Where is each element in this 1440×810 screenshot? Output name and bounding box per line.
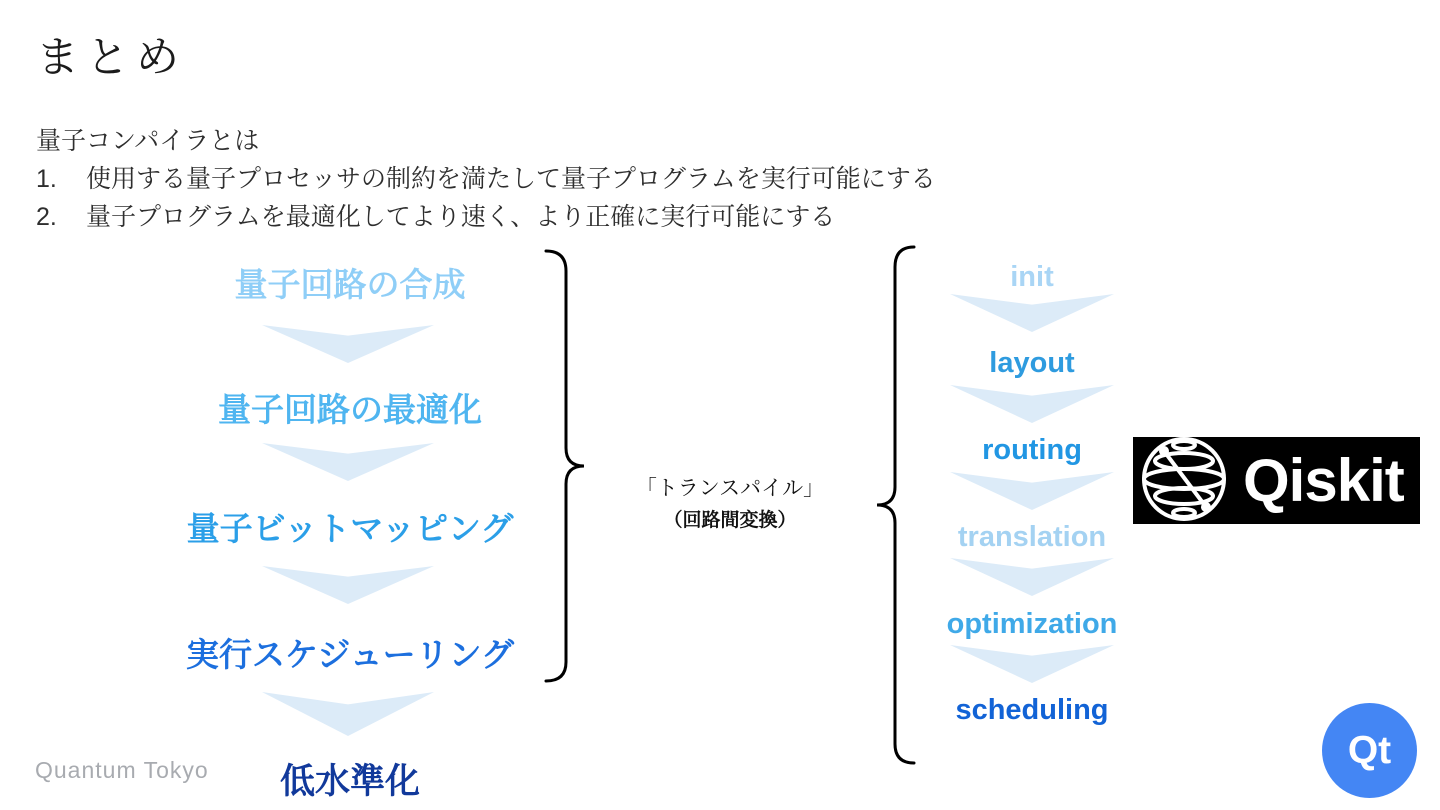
intro-item-2 — [36, 198, 936, 236]
right-flow-step-translation: translation — [957, 521, 1107, 553]
qiskit-globe-icon — [1139, 437, 1229, 524]
transpile-label — [617, 472, 843, 532]
right-flow-step-scheduling: scheduling — [955, 694, 1109, 726]
left-flow-step-lowering: 低水準化 — [279, 762, 420, 801]
down-chevron-icon — [262, 325, 434, 363]
down-chevron-icon — [950, 385, 1114, 423]
intro-block — [36, 122, 936, 236]
intro-item-1-number: 1. — [36, 165, 57, 193]
transpile-label-line1: 「トランスパイル」 — [635, 477, 825, 500]
right-flow-step-routing: routing — [982, 434, 1082, 466]
down-chevron-icon — [262, 692, 434, 736]
right-curly-brace — [872, 244, 922, 766]
down-chevron-icon — [950, 645, 1114, 683]
right-flow-step-layout: layout — [989, 347, 1075, 379]
left-curly-brace — [540, 248, 590, 684]
footer-credit: Quantum Tokyo — [35, 757, 209, 783]
intro-item-2-text: 量子プログラムを最適化してより速く、より正確に実行可能にする — [86, 203, 836, 231]
right-flow-step-init: init — [1010, 261, 1054, 293]
quantum-tokyo-badge-text: Qt — [1347, 728, 1392, 772]
left-flow-step-qubit-mapping: 量子ビットマッピング — [186, 510, 514, 547]
intro-item-1 — [36, 160, 936, 198]
left-flow-step-optimization: 量子回路の最適化 — [218, 391, 482, 428]
down-chevron-icon — [262, 443, 434, 481]
down-chevron-icon — [950, 472, 1114, 510]
intro-heading: 量子コンパイラとは — [36, 127, 260, 155]
down-chevron-icon — [262, 566, 434, 604]
qiskit-logo — [1133, 437, 1420, 524]
intro-item-1-text: 使用する量子プロセッサの制約を満たして量子プログラムを実行可能にする — [86, 165, 936, 193]
qiskit-logo-text: Qiskit — [1243, 447, 1404, 514]
down-chevron-icon — [950, 558, 1114, 596]
quantum-tokyo-badge — [1322, 703, 1417, 798]
down-chevron-icon — [950, 294, 1114, 332]
intro-item-2-number: 2. — [36, 203, 57, 231]
right-flow-step-optimization: optimization — [946, 608, 1118, 640]
left-flow-step-synthesis: 量子回路の合成 — [234, 266, 466, 303]
page-title: まとめ — [36, 34, 186, 82]
transpile-label-line2: （回路間変換） — [663, 510, 797, 531]
left-flow-step-scheduling: 実行スケジューリング — [185, 636, 515, 673]
